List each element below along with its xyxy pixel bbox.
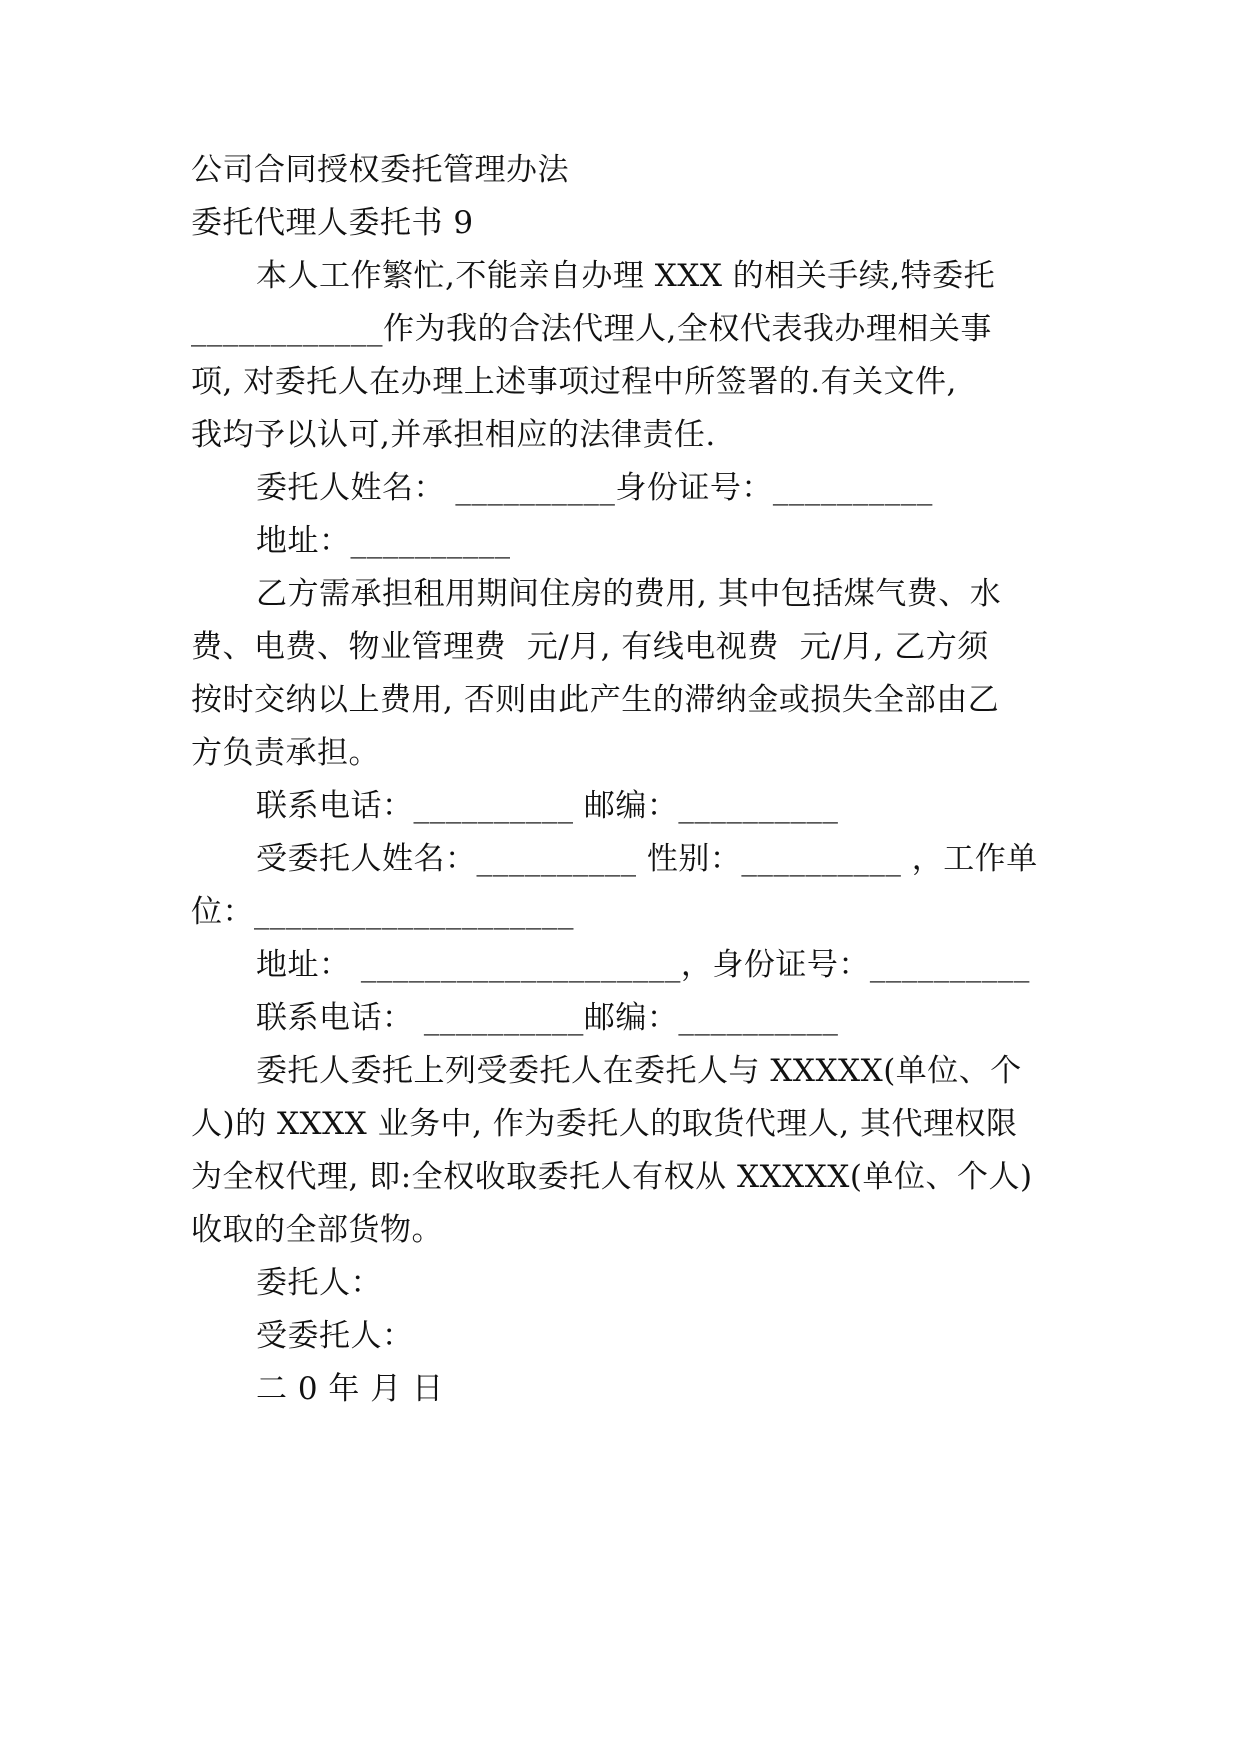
paragraph-line: 我均予以认可,并承担相应的法律责任. — [191, 417, 716, 453]
form-line-principal-name: 委托人姓名： __________身份证号：__________ — [256, 470, 933, 506]
paragraph-line: 人)的 XXXX 业务中, 作为委托人的取货代理人, 其代理权限 — [191, 1106, 1018, 1142]
form-line-phone: 联系电话：__________ 邮编：__________ — [256, 788, 839, 824]
paragraph-line: 为全权代理, 即:全权收取委托人有权从 XXXXX(单位、个人) — [191, 1159, 1033, 1195]
form-line-address: 地址：__________ — [256, 523, 511, 559]
form-line-agent-address: 地址： ____________________，身份证号：__________ — [256, 947, 1030, 983]
paragraph-line: 方负责承担。 — [191, 735, 380, 771]
signature-agent: 受委托人： — [256, 1318, 414, 1354]
signature-date: 二 0 年 月 日 — [256, 1371, 444, 1407]
paragraph-line: ____________作为我的合法代理人,全权代表我办理相关事 — [191, 311, 992, 347]
form-line-agent-name: 受委托人姓名：__________ 性别：__________ ，工作单 — [256, 841, 1038, 877]
document-title: 公司合同授权委托管理办法 — [191, 152, 569, 188]
signature-principal: 委托人： — [256, 1265, 382, 1301]
paragraph-line: 费、电费、物业管理费 元/月, 有线电视费 元/月, 乙方须 — [191, 629, 989, 665]
form-line-workplace: 位：____________________ — [191, 894, 574, 930]
document-subtitle: 委托代理人委托书 9 — [191, 205, 474, 241]
paragraph-line: 项, 对委托人在办理上述事项过程中所签署的.有关文件, — [191, 364, 957, 400]
paragraph-line: 委托人委托上列受委托人在委托人与 XXXXX(单位、个 — [256, 1053, 1022, 1089]
paragraph-line: 本人工作繁忙,不能亲自办理 XXX 的相关手续,特委托 — [256, 258, 996, 294]
form-line-agent-phone: 联系电话： __________邮编：__________ — [256, 1000, 839, 1036]
paragraph-line: 乙方需承担租用期间住房的费用, 其中包括煤气费、水 — [256, 576, 1002, 612]
paragraph-line: 按时交纳以上费用, 否则由此产生的滞纳金或损失全部由乙 — [191, 682, 1000, 718]
paragraph-line: 收取的全部货物。 — [191, 1212, 443, 1248]
